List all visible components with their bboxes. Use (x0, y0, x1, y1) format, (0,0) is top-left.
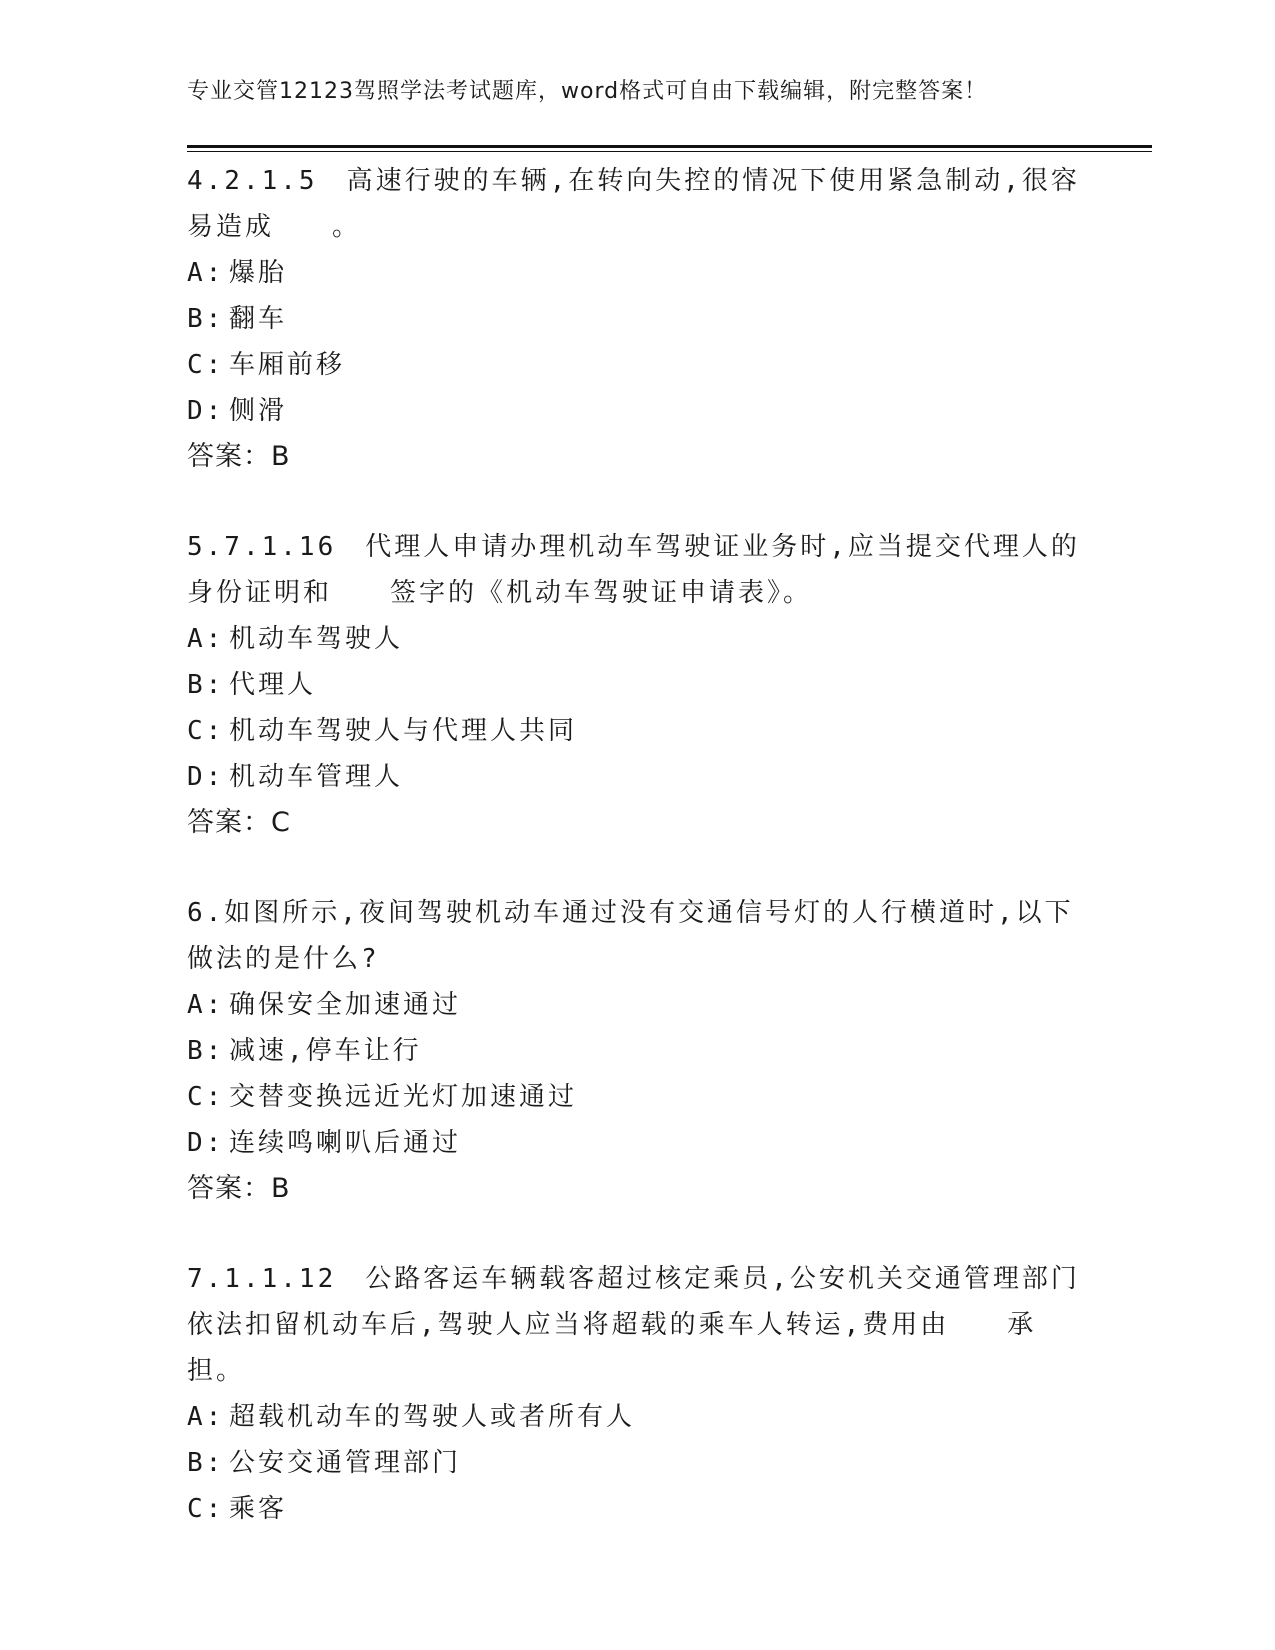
option-text: 侧滑 (229, 396, 288, 426)
option-text: 减速,停车让行 (229, 1036, 422, 1066)
question-1 (187, 158, 1087, 480)
option-letter: D: (187, 1128, 225, 1158)
option-text: 机动车驾驶人 (229, 624, 404, 654)
option-c (187, 342, 1087, 388)
header-rule-thin (187, 151, 1152, 152)
question-text: 6.如图所示,夜间驾驶机动车通过没有交通信号灯的人行横道时,以下做法的是什么? (187, 898, 1074, 974)
option-letter: D: (187, 762, 225, 792)
answer-line: 答案：B (187, 1173, 291, 1204)
header-rule-thick (187, 145, 1152, 148)
page-header: 专业交管12123驾照学法考试题库，word格式可自由下载编辑，附完整答案！ (187, 79, 988, 104)
option-text: 机动车驾驶人与代理人共同 (229, 716, 578, 746)
option-d (187, 388, 1087, 434)
option-d (187, 754, 1087, 800)
option-a (187, 616, 1087, 662)
option-letter: D: (187, 396, 225, 426)
option-b (187, 1028, 1087, 1074)
question-2 (187, 524, 1087, 846)
option-letter: A: (187, 258, 225, 288)
option-text: 交替变换远近光灯加速通过 (229, 1082, 578, 1112)
option-c (187, 1486, 1087, 1532)
option-letter: C: (187, 1082, 225, 1112)
option-a (187, 982, 1087, 1028)
option-a (187, 250, 1087, 296)
option-letter: C: (187, 716, 225, 746)
option-a (187, 1394, 1087, 1440)
option-text: 超载机动车的驾驶人或者所有人 (229, 1402, 636, 1432)
option-letter: A: (187, 624, 225, 654)
option-letter: A: (187, 1402, 225, 1432)
option-text: 翻车 (229, 304, 288, 334)
option-text: 机动车管理人 (229, 762, 404, 792)
option-text: 乘客 (229, 1494, 288, 1524)
option-text: 车厢前移 (229, 350, 346, 380)
option-text: 爆胎 (229, 258, 288, 288)
option-text: 代理人 (229, 670, 317, 700)
option-letter: C: (187, 1494, 225, 1524)
answer-line: 答案：B (187, 441, 291, 472)
option-b (187, 1440, 1087, 1486)
option-letter: B: (187, 670, 225, 700)
option-letter: A: (187, 990, 225, 1020)
option-letter: B: (187, 1036, 225, 1066)
option-text: 确保安全加速通过 (229, 990, 462, 1020)
option-c (187, 1074, 1087, 1120)
question-text: 7.1.1.12 公路客运车辆载客超过核定乘员,公安机关交通管理部门依法扣留机动车后,驾驶人应当将超载的乘车人转运,费用由 承担。 (187, 1264, 1080, 1386)
answer-line: 答案：C (187, 807, 291, 838)
question-3 (187, 890, 1087, 1212)
option-letter: C: (187, 350, 225, 380)
option-text: 公安交通管理部门 (229, 1448, 462, 1478)
option-c (187, 708, 1087, 754)
question-4 (187, 1256, 1087, 1532)
question-text: 5.7.1.16 代理人申请办理机动车驾驶证业务时,应当提交代理人的身份证明和 签字的《机动车驾驶证申请表》。 (187, 532, 1080, 608)
option-b (187, 662, 1087, 708)
question-list (187, 158, 1087, 1576)
option-d (187, 1120, 1087, 1166)
option-b (187, 296, 1087, 342)
question-text: 4.2.1.5 高速行驶的车辆,在转向失控的情况下使用紧急制动,很容易造成 。 (187, 166, 1080, 242)
option-letter: B: (187, 304, 225, 334)
option-letter: B: (187, 1448, 225, 1478)
option-text: 连续鸣喇叭后通过 (229, 1128, 462, 1158)
